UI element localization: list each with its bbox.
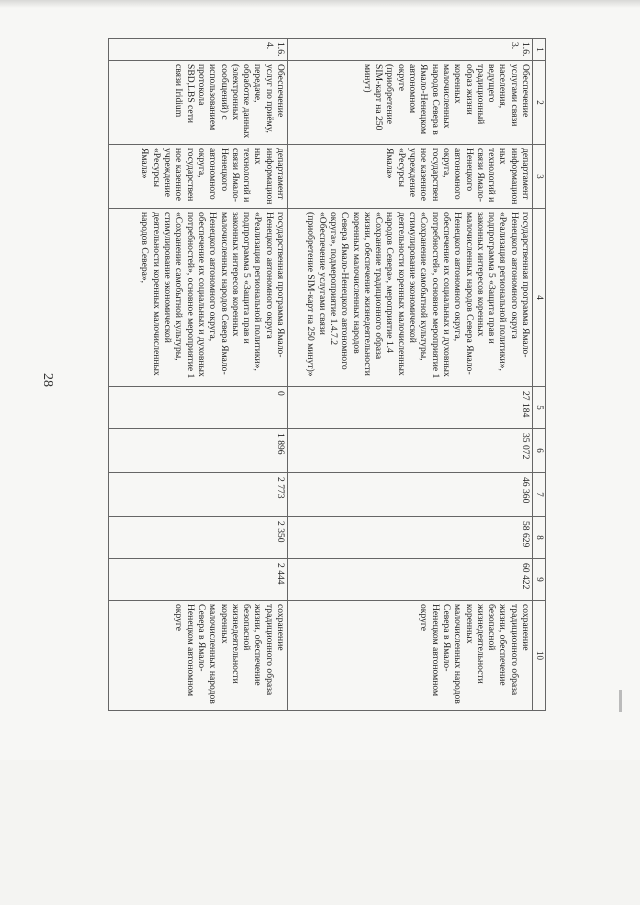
- scan-edge-top: [0, 0, 640, 8]
- row-value-col5: 0: [109, 387, 288, 429]
- column-header: 3: [533, 145, 546, 209]
- row-value-col6: 1 896: [109, 429, 288, 473]
- row-value-col7: 46 360: [288, 473, 533, 517]
- column-header: 5: [533, 387, 546, 429]
- column-header: 7: [533, 473, 546, 517]
- row-executor: департамент информационных технологий и связи Ямало-Ненецкого автономного округа, государственное казенное учреждение «Ресурсы Ямала»: [109, 145, 288, 209]
- row-value-col9: 2 444: [109, 559, 288, 601]
- row-value-col5: 27 184: [288, 387, 533, 429]
- row-id: 1.6.4.: [109, 39, 288, 61]
- rotated-table-container: [108, 38, 546, 710]
- row-value-col9: 60 422: [288, 559, 533, 601]
- row-value-col6: 35 072: [288, 429, 533, 473]
- table-header-row: [533, 39, 546, 711]
- column-header: 4: [533, 209, 546, 387]
- column-header: 10: [533, 601, 546, 711]
- scan-artifact-mark: [619, 690, 622, 712]
- page-number: 28: [40, 373, 55, 387]
- column-header: 8: [533, 517, 546, 559]
- row-value-col7: 2 773: [109, 473, 288, 517]
- row-goal: сохранение традиционного образа жизни, обеспечение безопасной жизнедеятельности коренных малочисленных народов Севера в Ямало-Ненецком автономном округе: [109, 601, 288, 711]
- row-id: 1.6.3.: [288, 39, 533, 61]
- row-name: Обеспечение услугами связи населения, ведущего традиционный образ жизни коренных малочисленных народов Севера в Ямало-Ненецком автономном округе (приобретение SIM-карт на 250 минут): [288, 61, 533, 145]
- scan-blank-area: [0, 760, 640, 905]
- column-header: 1: [533, 39, 546, 61]
- table-row: [288, 39, 533, 711]
- column-header: 2: [533, 61, 546, 145]
- row-program: государственная программа Ямало-Ненецкого автономного округа «Реализация региональной политики», подпрограмма 5 «Защита прав и законных интересов коренных малочисленных народов Севера Ямало-Ненецкого автономного округа, обеспечение их социальных и духовных потребностей», основное мероприятие 1 «Сохранение самобытной культуры, стимулирование экономической деятельности коренных малочисленных народов Севера»,: [109, 209, 288, 387]
- row-name: Обеспечение услуг по приёму, передаче, обработке данных (электронных сообщений) с использованием протокола SBD,LBS сети связи Iridium: [109, 61, 288, 145]
- program-table: [108, 38, 546, 711]
- column-header: 9: [533, 559, 546, 601]
- row-value-col8: 2 350: [109, 517, 288, 559]
- row-program: государственная программа Ямало-Ненецкого автономного округа «Реализация региональной политики», подпрограмма 5 «Защита прав и законных интересов коренных малочисленных народов Севера Ямало-Ненецкого автономного округа, обеспечение их социальных и духовных потребностей», основное мероприятие 1 «Сохранение самобытной культуры, стимулирование экономической деятельности коренных малочисленных народов Севера», мероприятие 1.4 «Сохранение традиционного образа жизни, обеспечение жизнедеятельности коренных малочисленных народов Севера Ямало-Ненецкого автономного округа», подмероприятие 1.4.7.2 «Обеспечение услугами связи (приобретение SIM-карт на 250 минут)»: [288, 209, 533, 387]
- row-goal: сохранение традиционного образа жизни, обеспечение безопасной жизнедеятельности коренных малочисленных народов Севера в Ямало-Ненецком автономном округе: [288, 601, 533, 711]
- row-executor: департамент информационных технологий и связи Ямало-Ненецкого автономного округа, государственное казенное учреждение «Ресурсы Ямала»: [288, 145, 533, 209]
- column-header: 6: [533, 429, 546, 473]
- row-value-col8: 58 629: [288, 517, 533, 559]
- table-row: [109, 39, 288, 711]
